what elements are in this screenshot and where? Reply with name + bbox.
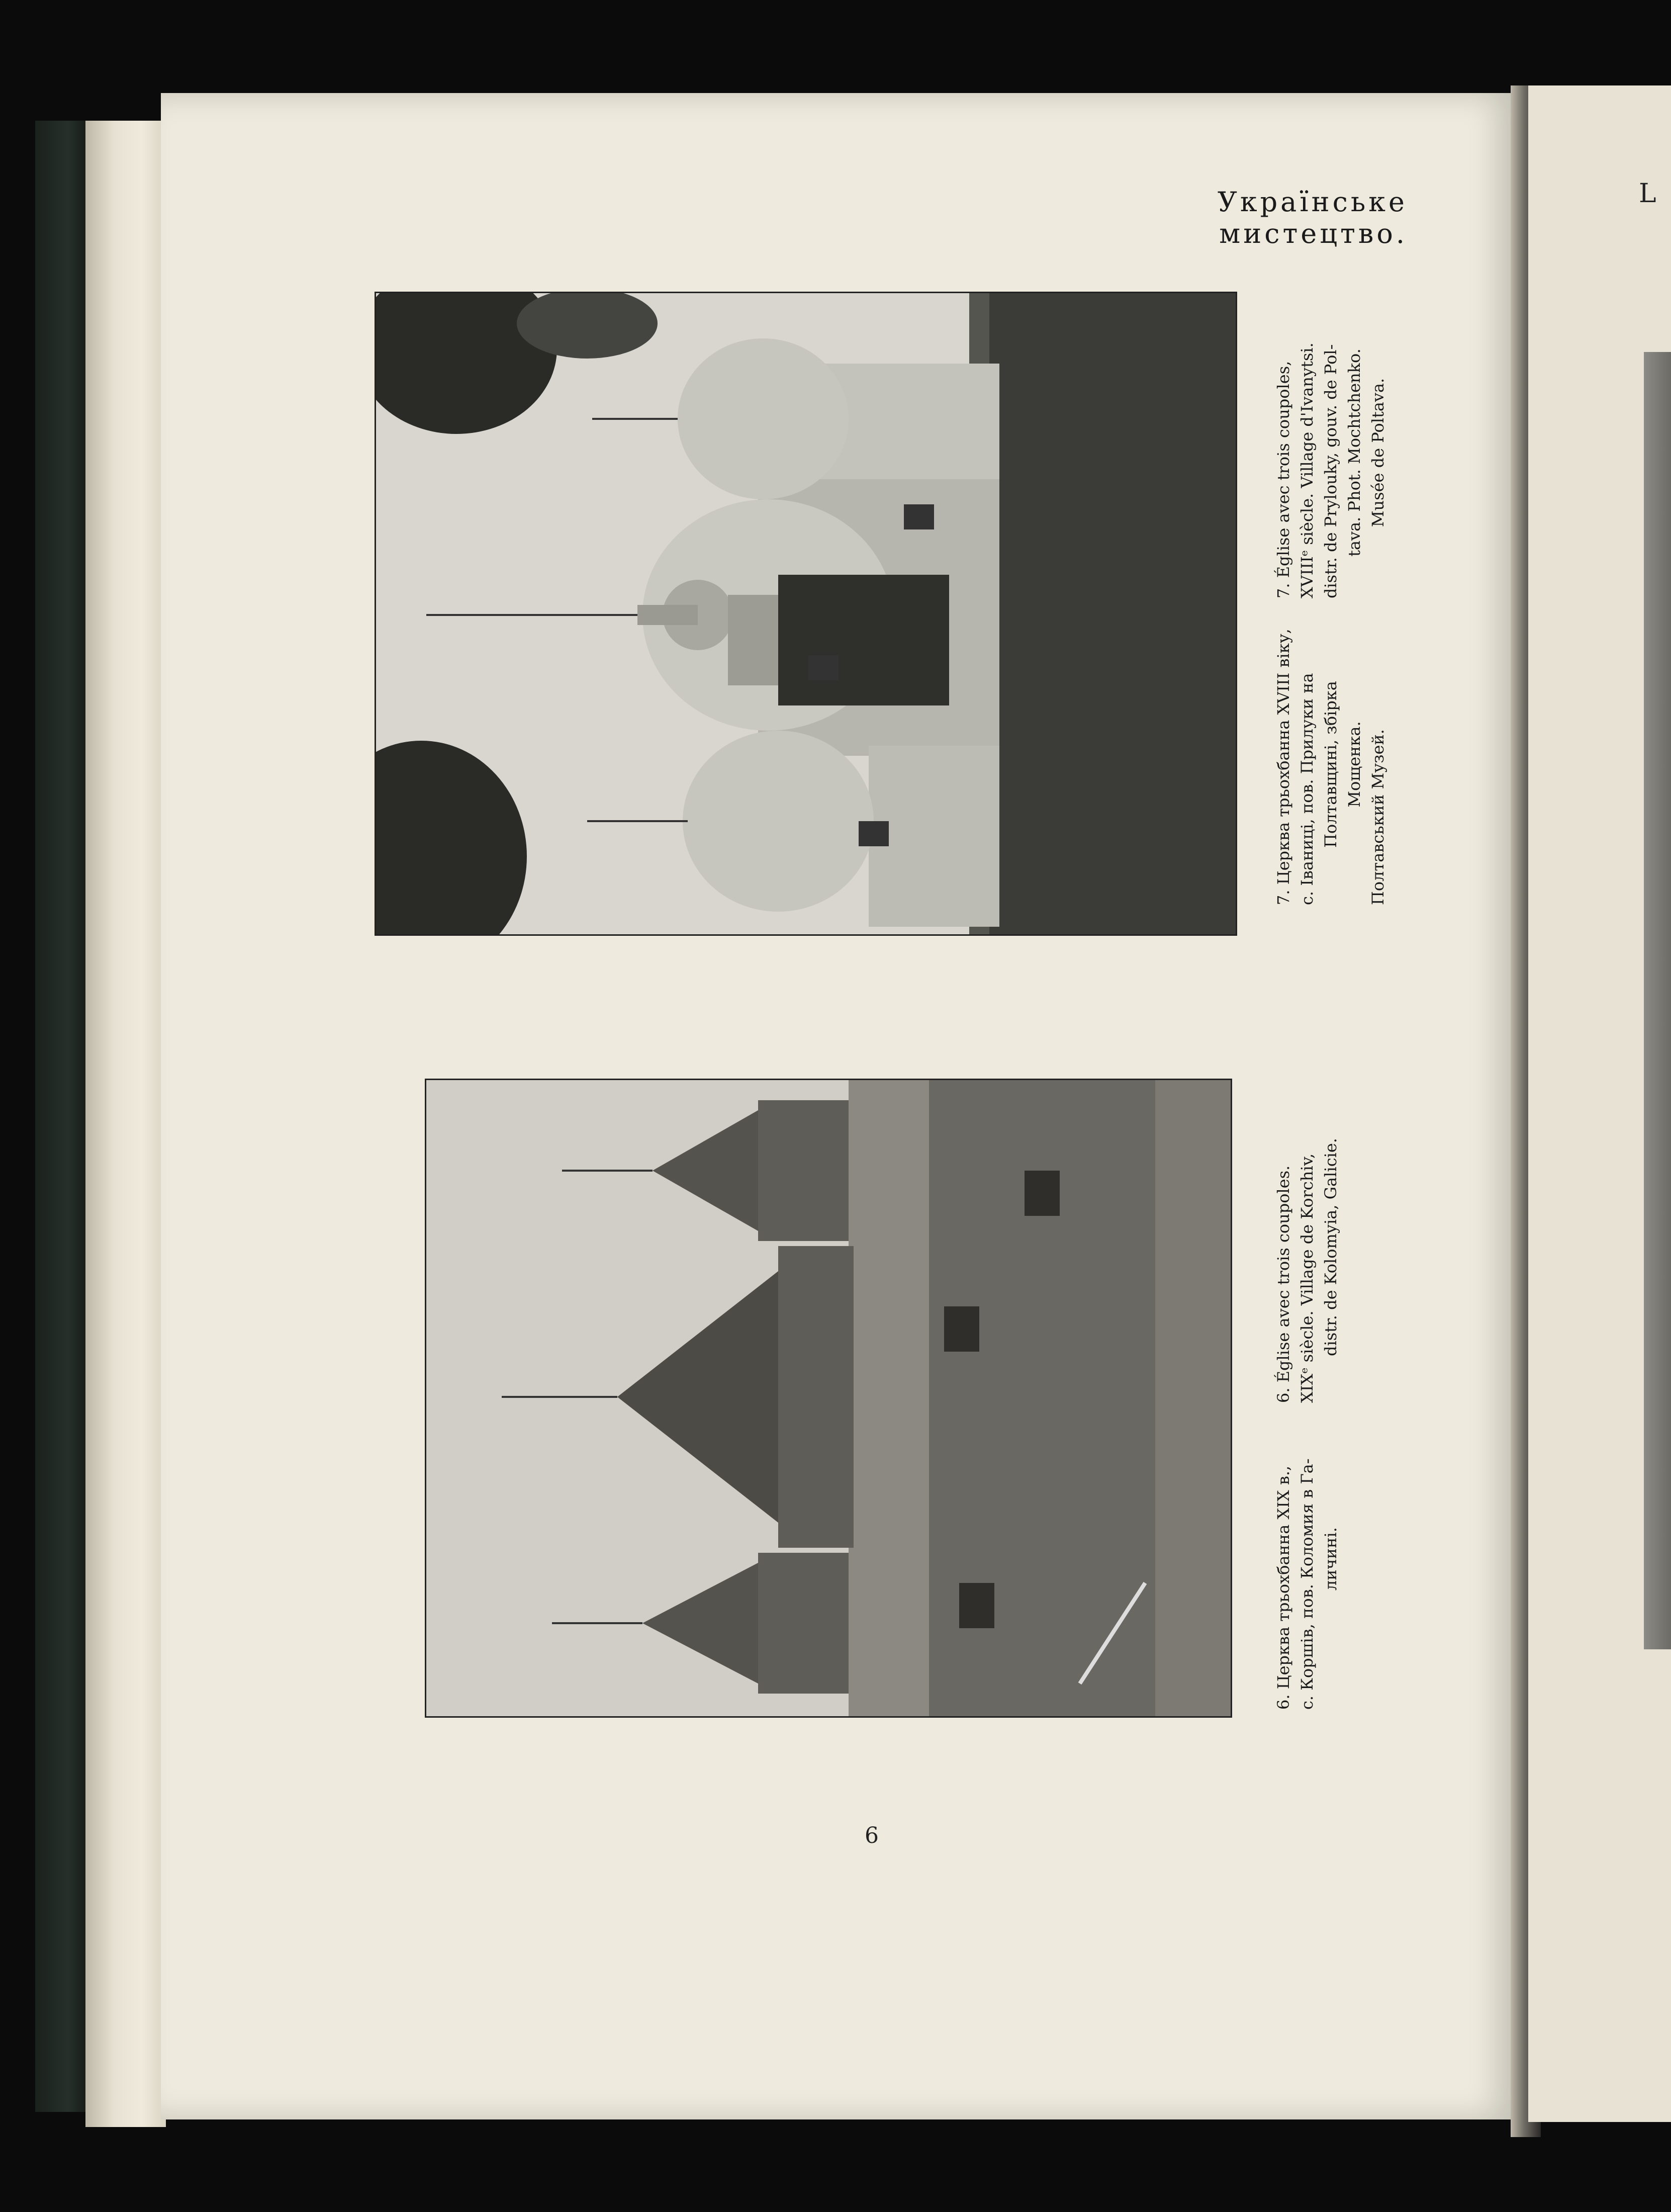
page-edges (85, 121, 166, 2127)
book-binding (35, 121, 90, 2112)
caption-plate-7-ukrainian: 7. Церква трьохбанна XVIII віку, с. Іваниці, пов. Прилуки на Полтавщині, збірка Мощенка. Полтавський Музей. (1274, 629, 1387, 905)
caption-plate-6-french: 6. Église avec trois coupoles. XIXᵉ siècle. Village de Korchiv, distr. de Kolomyia, Galicie. (1274, 1138, 1340, 1403)
caption-plate-7-french: 7. Église avec trois coupoles, XVIIIᵉ siècle. Village d'Ivanytsi. distr. de Prylouky, gouv. de Pol- tava. Phot. Mochtchenko. Musée de Poltava. (1274, 342, 1387, 598)
photo-church-korshiv (425, 1079, 1232, 1718)
caption-plate-6-ukrainian: 6. Церква трьохбанна XIX в., с. Коршів, пов. Коломия в Га- личині. (1274, 1458, 1340, 1710)
photo-church-ivanytsi (375, 292, 1237, 936)
page-number: 6 (865, 1823, 879, 1848)
right-page-plate-edge (1644, 352, 1671, 1649)
running-head: Українське мистецтво. (1217, 186, 1408, 249)
right-page-running-head: L (1639, 179, 1656, 209)
